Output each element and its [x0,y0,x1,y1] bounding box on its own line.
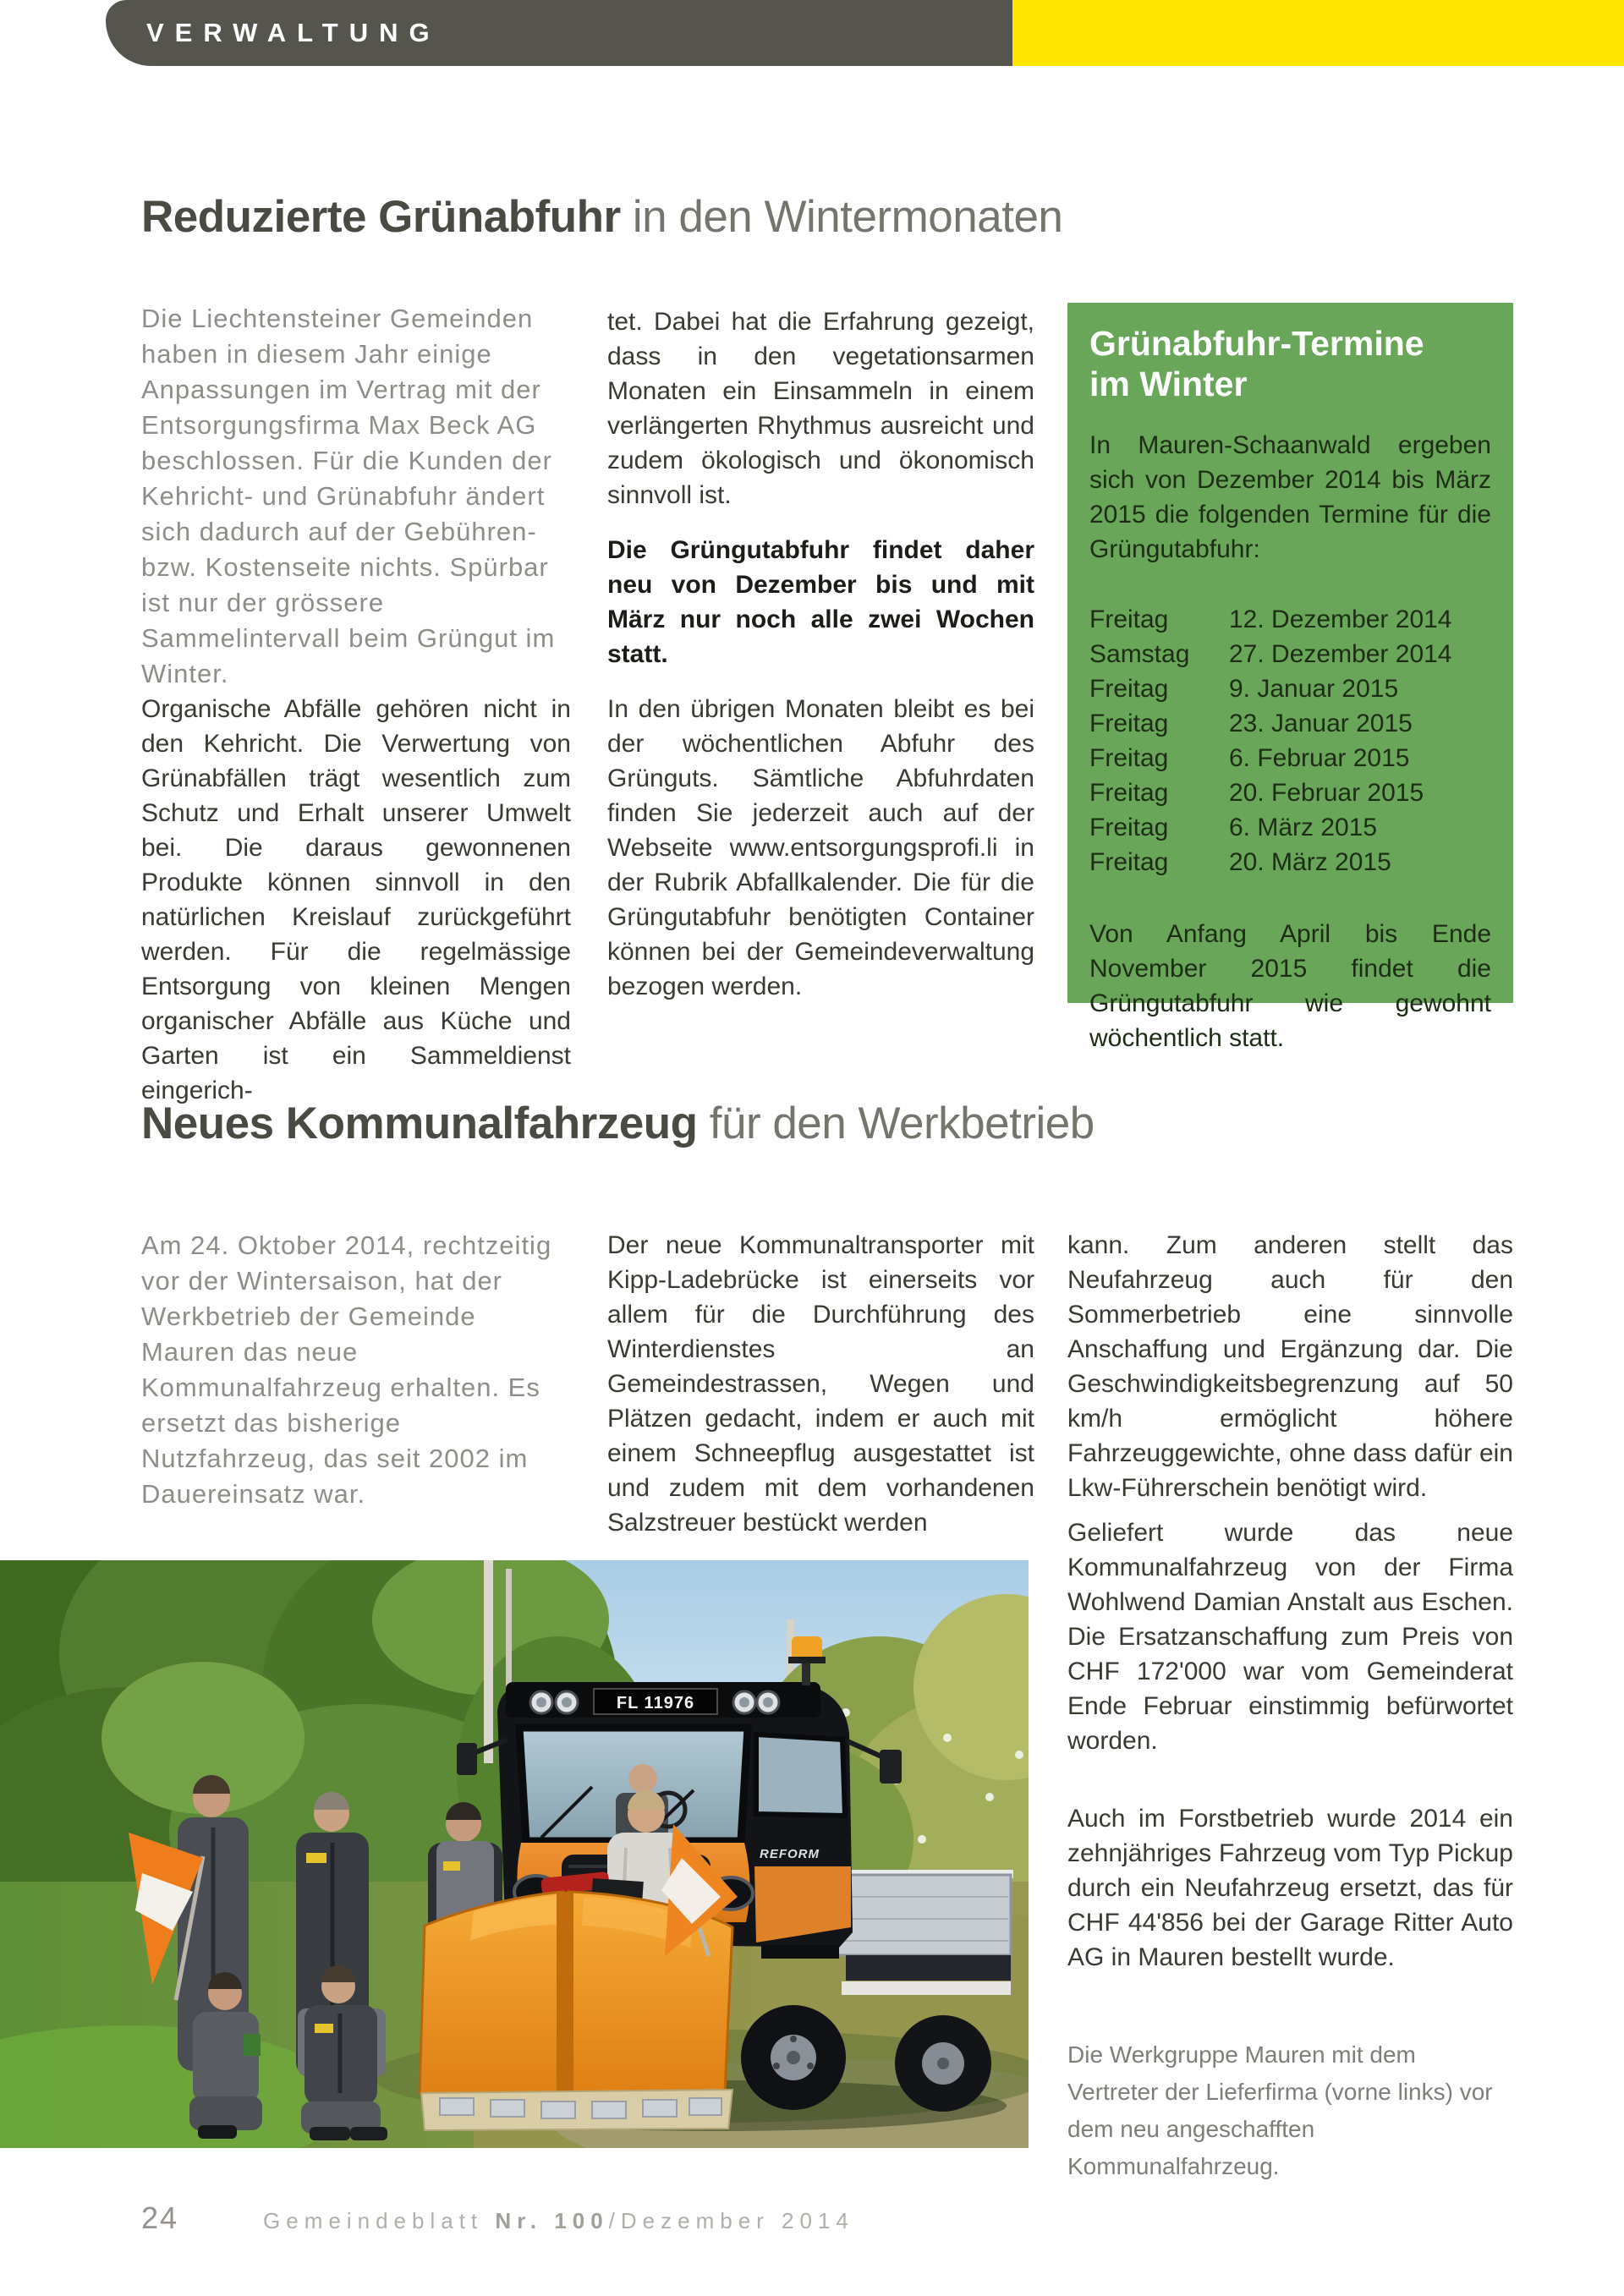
schedule-row [1089,602,1491,637]
schedule-row [1089,810,1491,845]
headline-bold: Reduzierte Grünabfuhr [141,192,621,242]
schedule-row [1089,671,1491,706]
headline-light: für den Werkbetrieb [697,1099,1095,1148]
schedule-date: 20. Februar 2015 [1229,779,1424,807]
schedule-row [1089,741,1491,775]
info-box-title: Grünabfuhr-Termine im Winter [1089,324,1424,403]
schedule-day: Freitag [1089,848,1169,876]
yellow-accent-bar [1012,0,1624,66]
door-window [756,1734,845,1816]
article2-lead-paragraph: Am 24. Oktober 2014, rechtzeitig vor der Wintersaison, hat der Werkbetrieb der Gemeinde Mauren das neue Kommunalfahrzeug erhalten. Es ersetzt das bisherige Nutzfahrzeug, das seit 2002 im Dauereinsatz war. [141,1230,552,1509]
left-mirror [457,1743,477,1775]
info-box-intro: In Mauren-Schaanwald ergeben sich von Dezember 2014 bis März 2015 die folgenden Termine für die Grüngutabfuhr: [1089,431,1491,563]
section-header-bar [106,0,1012,66]
article2-col2-paragraph: Der neue Kommunaltransporter mit Kipp-Ladebrücke ist einerseits vor allem für die Durchführung des Winterdienstes an Gemeindestrassen, Wegen und Plätzen gedacht, indem er auch mit einem Schneepflug ausgestattet ist und zudem mit dem vorhandenen Salzstreuer bestückt werden [607,1231,1034,1537]
schedule-date: 27. Dezember 2014 [1229,640,1452,668]
schedule-date: 23. Januar 2015 [1229,710,1413,737]
green-patch [244,2034,261,2056]
schedule-row [1089,775,1491,810]
article1-col1-paragraph: Organische Abfälle gehören nicht in den Kehricht. Die Verwertung von Grünabfällen trägt wesentlich zum Schutz und Erhalt unserer Umwelt bei. Die daraus gewonnenen Produkte können sinnvoll in den natürlichen Kreislauf zurückgeführt werden. Für die regelmässige Entsorgung von kleinen Mengen organischer Abfälle aus Küche und Garten ist ein Sammeldienst eingerich- [141,695,571,1104]
green-info-box [1067,303,1513,1052]
section-label: VERWALTUNG [146,18,441,47]
schedule-row [1089,706,1491,741]
license-plate-text: FL 11976 [616,1694,695,1712]
info-box-outro: Von Anfang April bis Ende November 2015 findet die Grüngutabfuhr wie gewohnt wöchentlich statt. [1089,920,1491,1052]
schedule-date: 9. Januar 2015 [1229,675,1399,703]
article1-lead-paragraph: Die Liechtensteiner Gemeinden haben in diesem Jahr einige Anpassungen im Vertrag mit der Entsorgungsfirma Max Beck AG beschlossen. Für die Kunden der Kehricht- und Grünabfuhr ändert sich dadurch auf der Gebühren- bzw. Kostenseite nichts. Spürbar ist nur der grössere Sammelintervall beim Grüngut im Winter. [141,304,556,688]
schedule-date: 12. Dezember 2014 [1229,606,1452,633]
vehicle-brand-text: REFORM [760,1847,820,1861]
schedule-row [1089,845,1491,879]
logo-patch [443,1861,460,1871]
schedule-day: Freitag [1089,675,1169,703]
schedule-date: 6. März 2015 [1229,814,1378,841]
photo-caption: Die Werkgruppe Mauren mit dem Vertreter der Lieferfirma (vorne links) vor dem neu angeschafften Kommunalfahrzeug. [1067,2041,1493,2179]
footer-page-number: 24 [141,2200,179,2235]
article1-headline [141,193,1495,242]
chassis-stripe [842,1981,1011,1995]
schedule-row [1089,637,1491,671]
schedule-date: 6. Februar 2015 [1229,744,1410,772]
pickup-schedule [1089,602,1491,879]
beacon-light [792,1636,822,1660]
article2-col3-paragraph1: kann. Zum anderen stellt das Neufahrzeug auch für den Sommerbetrieb eine sinnvolle Anschaffung und Ergänzung dar. Die Geschwindigkeitsbegrenzung auf 50 km/h ermöglicht höhere Fahrzeuggewichte, ohne dass dafür ein Lkw-Führerschein benötigt wird. [1067,1231,1513,1502]
headline-light: in den Wintermonaten [620,192,1063,242]
right-mirror [880,1750,902,1784]
logo-patch [315,2024,333,2033]
driver-head [628,1764,657,1793]
schedule-day: Samstag [1089,640,1190,668]
schedule-day: Freitag [1089,744,1169,772]
headline-bold: Neues Kommunalfahrzeug [141,1099,698,1148]
photo-work-crew-vehicle [0,1560,1029,2148]
photo-illustration [0,1560,1029,2148]
footer-issue: Nr. 100 [495,2208,609,2233]
article1-col2-paragraph2: In den übrigen Monaten bleibt es bei der wöchentlichen Abfuhr des Grünguts. Sämtliche Abfuhrdaten finden Sie jederzeit auch auf der Webseite www.entsorgungsprofi.li in der Rubrik Abfallkalender. Die für die Grüngutabfuhr benötigten Container können bei der Gemeindeverwaltung bezogen werden. [607,695,1034,1000]
schedule-date: 20. März 2015 [1229,848,1391,876]
logo-patch [306,1853,326,1863]
page-footer [141,2200,854,2236]
footer-journal: Gemeindeblatt Nr. 100/Dezember 2014 [263,2208,854,2233]
schedule-day: Freitag [1089,710,1169,737]
article2-col3-paragraph3: Auch im Forstbetrieb wurde 2014 ein zehnjähriges Fahrzeug vom Typ Pickup durch ein Neufahrzeug ersetzt, das für CHF 44'856 bei der Garage Ritter Auto AG in Mauren bestellt wurde. [1067,1805,1513,1971]
plow-hinge [557,1892,573,2105]
birch-trunk [484,1560,493,1763]
schedule-day: Freitag [1089,814,1169,841]
article2-headline [141,1099,1495,1148]
article1-col2-paragraph-bold: Die Grüngutabfuhr findet daher neu von Dezember bis und mit März nur noch alle zwei Wochen statt. [607,536,1034,668]
schedule-day: Freitag [1089,779,1169,807]
schedule-day: Freitag [1089,606,1169,633]
article1-col2-paragraph1: tet. Dabei hat die Erfahrung gezeigt, dass in den vegetationsarmen Monaten ein Einsammeln in einem verlängerten Rhythmus ausreicht und zudem ökologisch und ökonomisch sinnvoll ist. [607,308,1034,509]
article2-col3-paragraph2: Geliefert wurde das neue Kommunalfahrzeug von der Firma Wohlwend Damian Anstalt aus Eschen. Die Ersatzanschaffung zum Preis von CHF 172'000 war vom Gemeinderat Ende Februar einstimmig befürwortet worden. [1067,1519,1513,1755]
